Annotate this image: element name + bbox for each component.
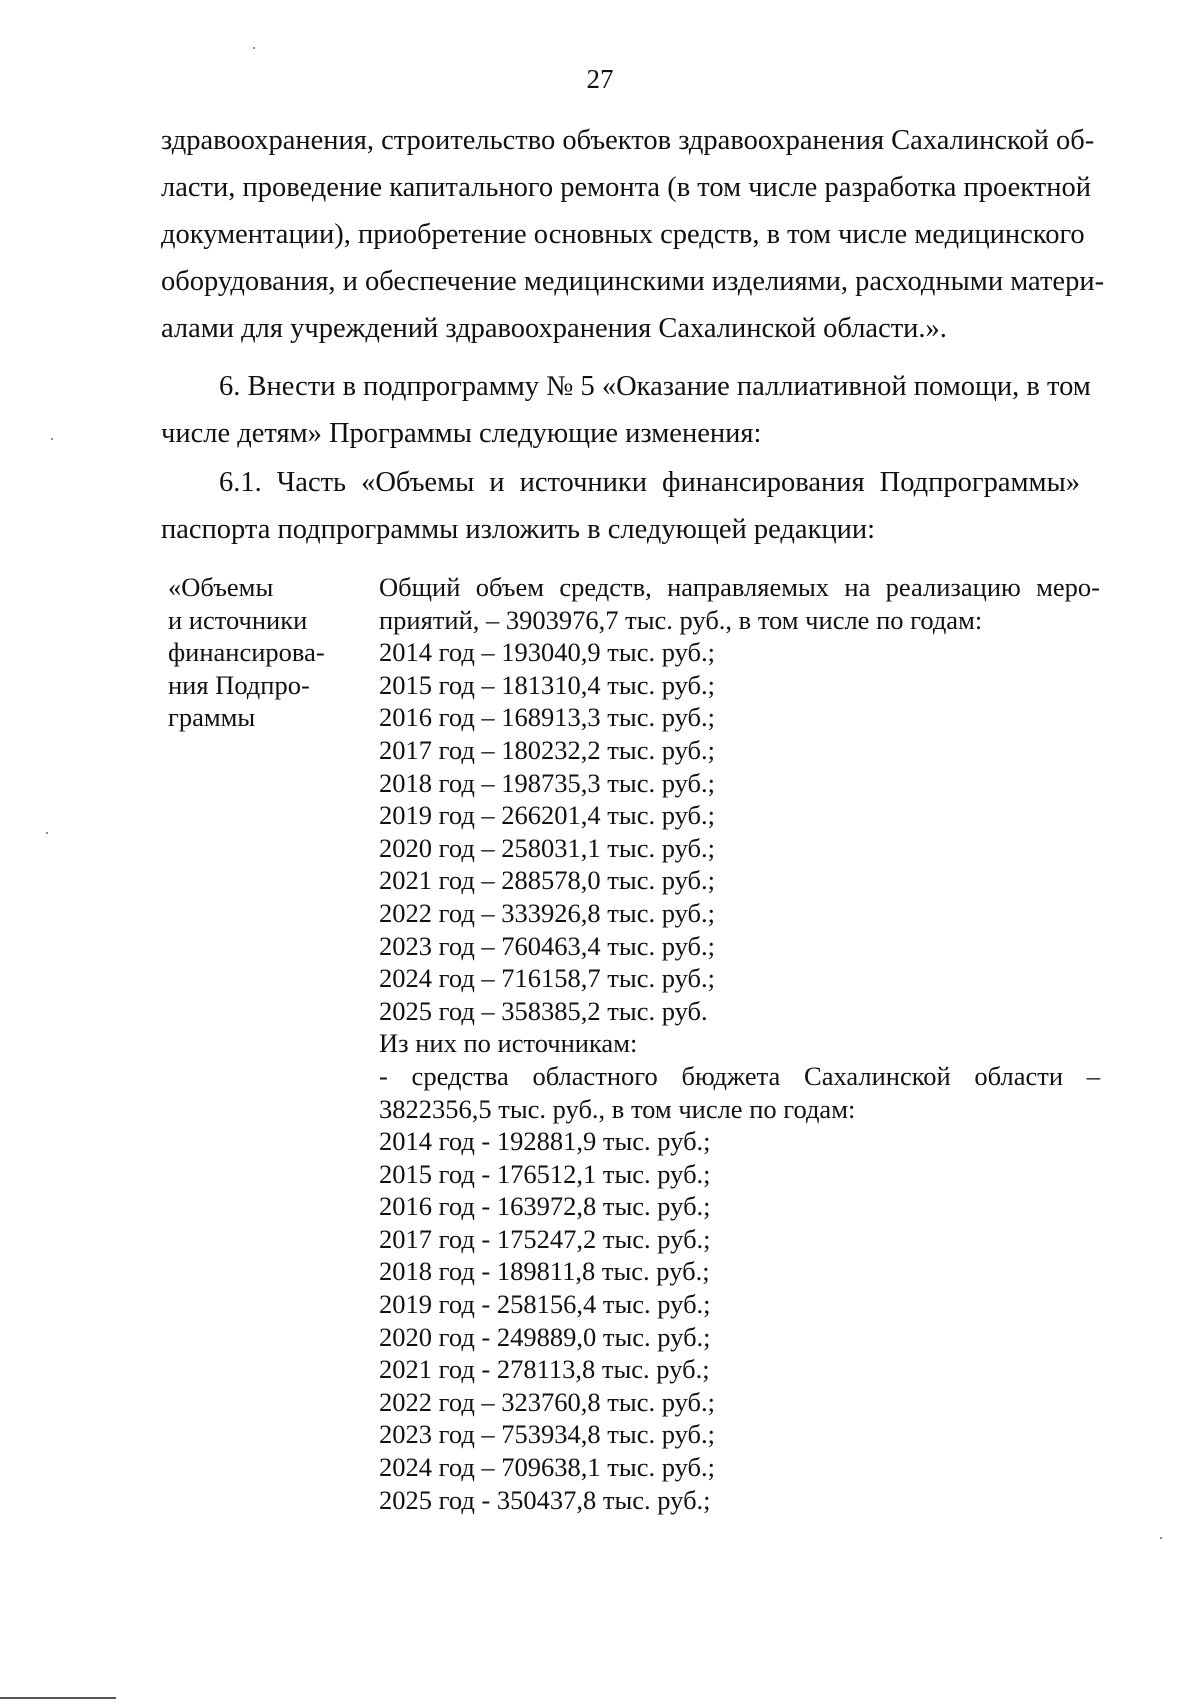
text-line: документации), приобретение основных средств, в том числе медицинского: [161, 219, 1085, 250]
year-amount-row: 2022 год – 333926,8 тыс. руб.;: [379, 897, 715, 928]
total-by-year-list: [379, 636, 1100, 1027]
item-6-paragraph: [161, 363, 1091, 457]
intro-paragraph: [161, 117, 1105, 352]
year-amount-row: 2025 год - 350437,8 тыс. руб.;: [379, 1484, 711, 1515]
scan-speck: [253, 47, 255, 49]
scan-edge-mark: [0, 1697, 116, 1699]
text-line: 6. Внести в подпрограмму № 5 «Оказание паллиативной помощи, в том: [219, 371, 1091, 402]
year-amount-row: 2016 год – 168913,3 тыс. руб.;: [379, 702, 715, 733]
year-amount-row: 2023 год – 753934,8 тыс. руб.;: [379, 1419, 715, 1450]
year-amount-row: 2015 год – 181310,4 тыс. руб.;: [379, 669, 715, 700]
passport-funding-details: [379, 571, 1100, 1516]
regional-intro-line: 3822356,5 тыс. руб., в том числе по годам:: [379, 1093, 856, 1124]
text-line: алами для учреждений здравоохранения Сахалинской области.».: [161, 313, 947, 344]
year-amount-row: 2016 год - 163972,8 тыс. руб.;: [379, 1191, 711, 1222]
label-line: ния Подпро-: [168, 669, 310, 700]
year-amount-row: 2020 год - 249889,0 тыс. руб.;: [379, 1321, 711, 1352]
passport-label: [168, 571, 348, 734]
page-number: 27: [586, 64, 614, 94]
year-amount-row: 2014 год - 192881,9 тыс. руб.;: [379, 1126, 711, 1157]
text-line: ласти, проведение капитального ремонта (в том числе разработка проектной: [161, 172, 1091, 203]
year-amount-row: 2021 год – 288578,0 тыс. руб.;: [379, 865, 715, 896]
year-amount-row: 2018 год – 198735,3 тыс. руб.;: [379, 767, 715, 798]
total-intro-line: Общий объем средств, направляемых на реализацию меро-: [379, 572, 1100, 602]
year-amount-row: 2025 год – 358385,2 тыс. руб.: [379, 995, 708, 1026]
year-amount-row: 2017 год – 180232,2 тыс. руб.;: [379, 734, 715, 765]
label-line: и источники: [168, 604, 308, 635]
regional-by-year-list: [379, 1125, 1100, 1516]
year-amount-row: 2023 год – 760463,4 тыс. руб.;: [379, 930, 715, 961]
text-line: оборудования, и обеспечение медицинскими изделиями, расходными матери-: [161, 266, 1105, 297]
total-intro-line: приятий, – 3903976,7 тыс. руб., в том числе по годам:: [379, 604, 983, 635]
label-line: «Объемы: [168, 572, 274, 602]
label-line: граммы: [168, 702, 256, 733]
text-line: паспорта подпрограммы изложить в следующей редакции:: [161, 514, 876, 545]
text-line: числе детям» Программы следующие изменения:: [161, 418, 762, 449]
sources-heading: Из них по источникам:: [379, 1028, 638, 1059]
year-amount-row: 2024 год – 716158,7 тыс. руб.;: [379, 963, 715, 994]
regional-intro-line: - средства областного бюджета Сахалинской области –: [379, 1060, 1100, 1091]
text-line: 6.1. Часть «Объемы и источники финансирования Подпрограммы»: [219, 467, 1080, 498]
year-amount-row: 2015 год - 176512,1 тыс. руб.;: [379, 1158, 711, 1189]
year-amount-row: 2014 год – 193040,9 тыс. руб.;: [379, 637, 715, 668]
text-line: здравоохранения, строительство объектов здравоохранения Сахалинской об-: [161, 125, 1095, 156]
year-amount-row: 2018 год - 189811,8 тыс. руб.;: [379, 1256, 710, 1287]
label-line: финансирова-: [168, 637, 325, 668]
item-6-1-paragraph: [161, 459, 1080, 553]
scan-speck: [1160, 1537, 1162, 1539]
scan-speck: [51, 438, 53, 440]
year-amount-row: 2019 год - 258156,4 тыс. руб.;: [379, 1289, 711, 1320]
year-amount-row: 2017 год - 175247,2 тыс. руб.;: [379, 1223, 711, 1254]
year-amount-row: 2020 год – 258031,1 тыс. руб.;: [379, 832, 715, 863]
year-amount-row: 2019 год – 266201,4 тыс. руб.;: [379, 800, 715, 831]
scan-speck: [46, 832, 48, 834]
year-amount-row: 2021 год - 278113,8 тыс. руб.;: [379, 1354, 710, 1385]
year-amount-row: 2024 год – 709638,1 тыс. руб.;: [379, 1452, 715, 1483]
year-amount-row: 2022 год – 323760,8 тыс. руб.;: [379, 1386, 715, 1417]
